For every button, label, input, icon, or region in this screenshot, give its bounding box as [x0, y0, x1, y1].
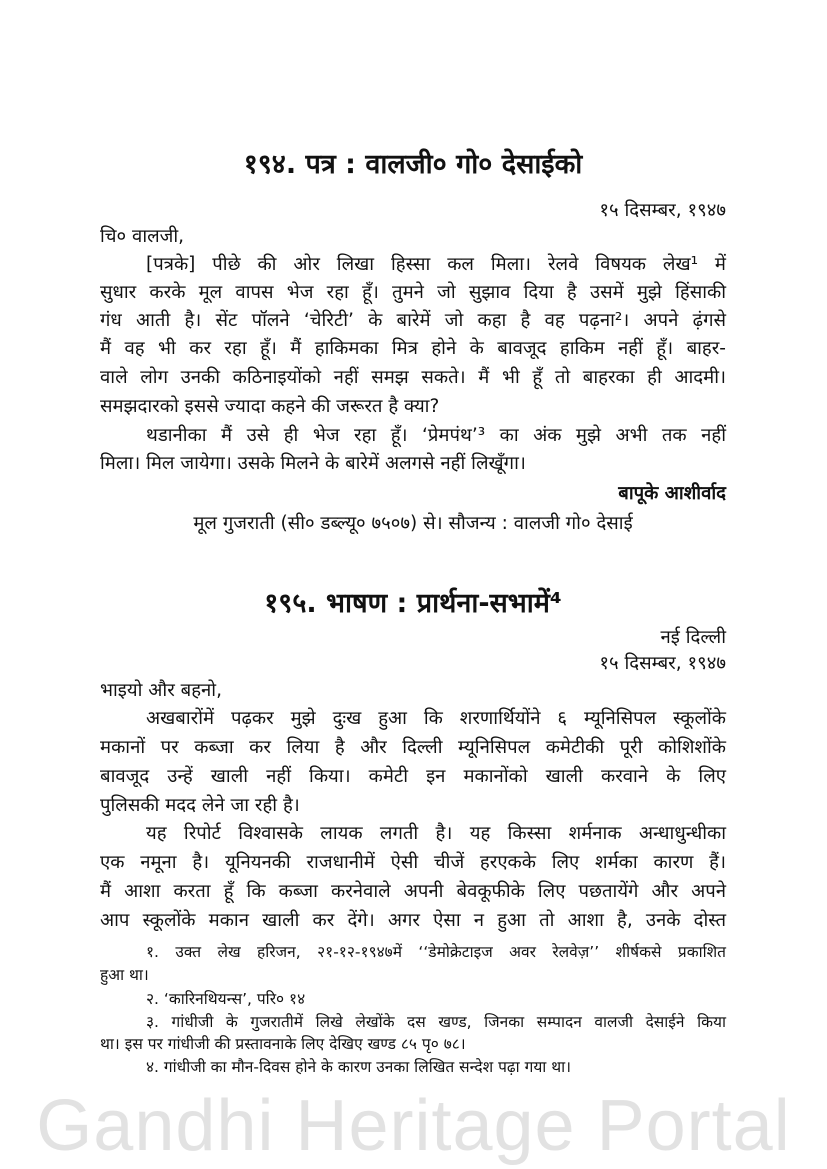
- text-line: वाले लोग उनकी कठिनाइयोंको नहीं समझ सकते। मैं भी हूँ तो बाहरका ही आदमी।: [100, 367, 726, 388]
- footnote-3: ३. गांधीजी के गुजरातीमें लिखे लेखोंके दस खण्ड, जिनका सम्पादन वालजी देसाईने किया: [146, 1013, 726, 1031]
- text-line: मकानों पर कब्जा कर लिया है और दिल्ली म्यूनिसिपल कमेटीकी पूरी कोशिशोंके: [100, 737, 726, 758]
- footnote-1-cont: हुआ था।: [100, 966, 149, 984]
- text-line: सुधार करके मूल वापस भेज रहा हूँ। तुमने जो सुझाव दिया है उसमें मुझे हिंसाकी: [100, 282, 726, 303]
- text-line: मैं वह भी कर रहा हूँ। मैं हाकिमका मित्र होने के बावजूद हाकिम नहीं हूँ। बाहर-: [100, 338, 726, 359]
- letter-salutation: चि० वालजी,: [100, 226, 185, 247]
- speech-date: १५ दिसम्बर, १९४७: [599, 653, 726, 674]
- text-line: एक नमूना है। यूनियनकी राजधानीमें ऐसी चीजें हरएकके लिए शर्मका कारण हैं।: [100, 852, 726, 873]
- text-line: समझदारको इससे ज्यादा कहने की जरूरत है क्या?: [100, 396, 440, 417]
- footnote-2: २. ‘कारिनथियन्स’, परि० १४: [146, 990, 306, 1008]
- text-line: गंध आती है। सेंट पॉलने ‘चेरिटी’ के बारेमें जो कहा है वह पढ़ना²। अपने ढ़ंगसे: [100, 310, 726, 331]
- letter-date: १५ दिसम्बर, १९४७: [599, 200, 726, 221]
- text-line: [पत्रके] पीछे की ओर लिखा हिस्सा कल मिला। रेलवे विषयक लेख¹ में: [146, 254, 726, 275]
- text-line: पुलिसकी मदद लेने जा रही है।: [100, 795, 300, 816]
- speech-place: नई दिल्ली: [660, 627, 726, 648]
- footnote-4: ४. गांधीजी का मौन-दिवस होने के कारण उनका लिखित सन्देश पढ़ा गया था।: [146, 1058, 572, 1076]
- watermark: Gandhi Heritage Portal: [36, 1086, 791, 1166]
- text-line: थडानीका मैं उसे ही भेज रहा हूँ। ‘प्रेमपंथ’³ का अंक मुझे अभी तक नहीं: [146, 425, 726, 446]
- signature: बापूके आशीर्वाद: [618, 483, 726, 504]
- speech-salutation: भाइयो और बहनो,: [100, 680, 222, 701]
- section-title-194: १९४. पत्र : वालजी० गो० देसाईको: [243, 149, 583, 180]
- footnote-1: १. उक्त लेख हरिजन, २१-१२-१९४७में ‘‘डेमोक्रेटाइज अवर रेलवेज़’’ शीर्षकसे प्रकाशित: [146, 943, 726, 961]
- section-title-195: १९५. भाषण : प्रार्थना-सभामें⁴: [264, 588, 562, 619]
- text-line: मैं आशा करता हूँ कि कब्जा करनेवाले अपनी बेवकूफीके लिए पछतायेंगे और अपने: [100, 881, 726, 902]
- text-line: अखबारोंमें पढ़कर मुझे दुःख हुआ कि शरणार्थियोंने ६ म्यूनिसिपल स्कूलोंके: [146, 708, 726, 729]
- source-note: मूल गुजराती (सी० डब्ल्यू० ७५०७) से। सौजन्य : वालजी गो० देसाई: [193, 513, 633, 534]
- text-line: आप स्कूलोंके मकान खाली कर देंगे। अगर ऐसा न हुआ तो आशा है, उनके दोस्त: [100, 910, 726, 931]
- text-line: यह रिपोर्ट विश्वासके लायक लगती है। यह किस्सा शर्मनाक अन्धाधुन्धीका: [146, 823, 726, 844]
- text-line: मिला। मिल जायेगा। उसके मिलने के बारेमें अलगसे नहीं लिखूँगा।: [100, 453, 526, 474]
- footnote-3-cont: था। इस पर गांधीजी की प्रस्तावनाके लिए देखिए खण्ड ८५ पृ० ७८।: [100, 1035, 466, 1053]
- text-line: बावजूद उन्हें खाली नहीं किया। कमेटी इन मकानोंको खाली करवाने के लिए: [100, 766, 726, 787]
